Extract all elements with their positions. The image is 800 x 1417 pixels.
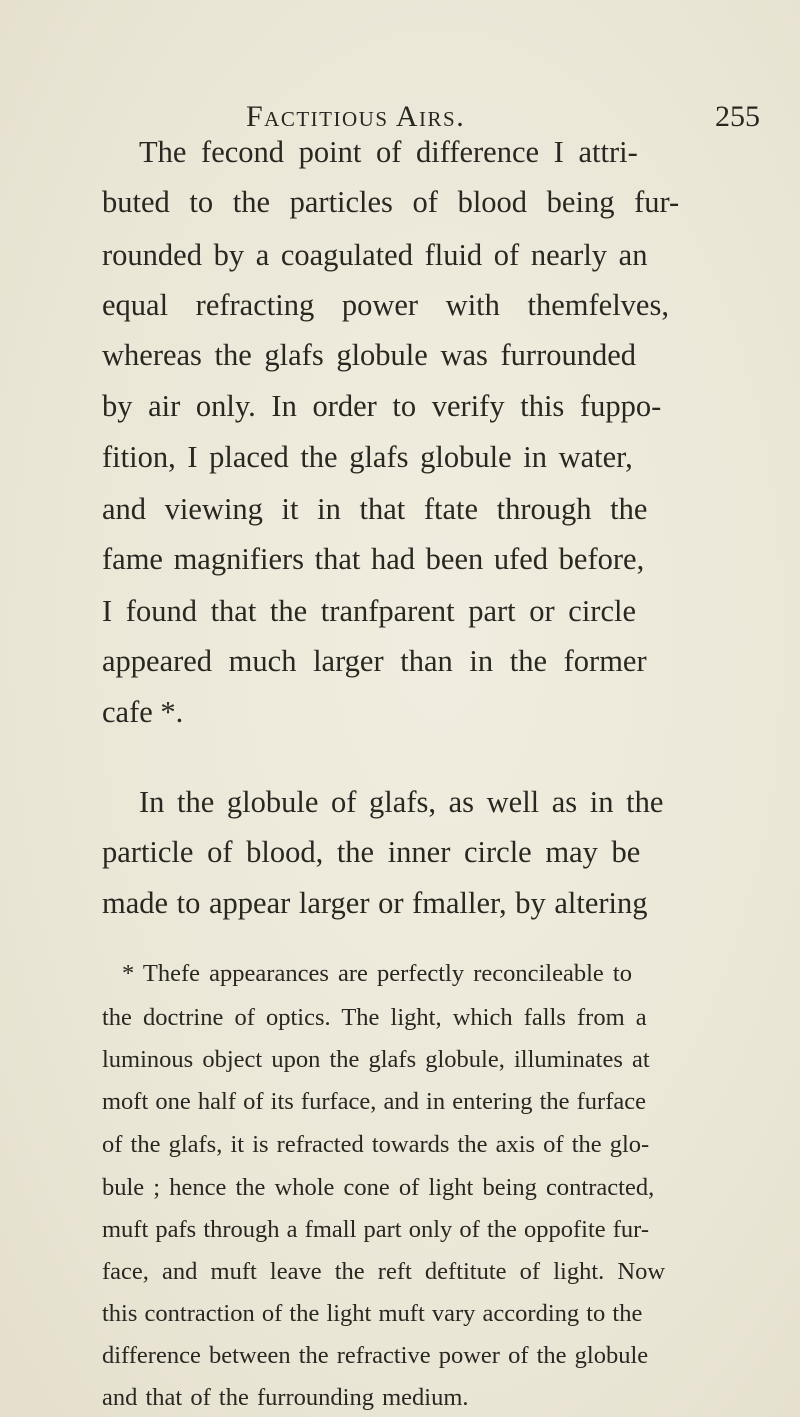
footnote-line: difference between the refractive power of the globule [102, 1342, 649, 1369]
body-line: whereas the glafs globule was furrounded [102, 338, 637, 372]
running-title [246, 100, 465, 134]
body-line: and viewing it in that ftate through the [102, 492, 648, 526]
footnote-line: the doctrine of optics. The light, which falls from a [102, 1004, 647, 1031]
body-line: fame magnifiers that had been ufed before, [102, 542, 645, 576]
running-title-text: Factitious Airs. [246, 100, 466, 133]
body-line: particle of blood, the inner circle may be [102, 835, 641, 869]
body-line: rounded by a coagulated fluid of nearly an [102, 238, 648, 272]
body-line: equal refracting power with themfelves, [102, 288, 669, 322]
footnote-line: face, and muft leave the reft deftitute of light. Now [102, 1258, 666, 1285]
body-line: made to appear larger or fmaller, by altering [102, 886, 648, 920]
footnote-line: bule ; hence the whole cone of light being contracted, [102, 1174, 655, 1201]
body-line: The fecond point of difference I attri- [139, 135, 638, 169]
body-line: In the globule of glafs, as well as in the [139, 785, 664, 819]
body-line: by air only. In order to verify this fuppo- [102, 389, 662, 423]
footnote-line: luminous object upon the glafs globule, illuminates at [102, 1046, 650, 1073]
footnote-line: muft pafs through a fmall part only of the oppofite fur- [102, 1216, 650, 1243]
footnote-line: of the glafs, it is refracted towards the axis of the glo- [102, 1131, 650, 1158]
body-line: fition, I placed the glafs globule in water, [102, 440, 633, 474]
body-line: I found that the tranfparent part or circle [102, 594, 637, 628]
footnote-line: * Thefe appearances are perfectly reconcileable to [122, 960, 632, 987]
body-line: buted to the particles of blood being fur- [102, 185, 680, 219]
page-number: 255 [715, 100, 760, 133]
footnote-line: moft one half of its furface, and in entering the furface [102, 1088, 646, 1115]
body-line: cafe *. [102, 695, 184, 729]
body-line: appeared much larger than in the former [102, 644, 647, 678]
footnote-line: and that of the furrounding medium. [102, 1384, 469, 1411]
footnote-line: this contraction of the light muft vary according to the [102, 1300, 643, 1327]
